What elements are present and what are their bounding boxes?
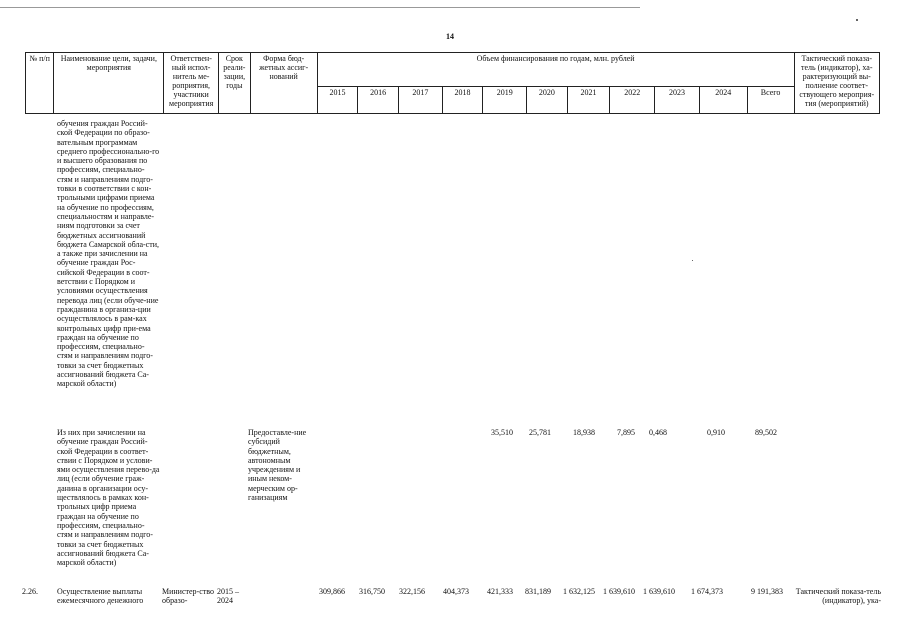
row-form: Предоставле-ние субсидий бюджетным, автономным учреждениям и иным неком-мерческим ор-ганизациям xyxy=(248,428,307,503)
header-name: Наименование цели, задачи, мероприятия xyxy=(54,53,164,114)
row-term: 2015 – 2024 xyxy=(217,587,239,606)
page-top-rule xyxy=(0,7,640,8)
value-2018: 404,373 xyxy=(443,587,469,596)
year-header: 2019 xyxy=(483,87,527,114)
header-term: Срок реали-зации, годы xyxy=(219,53,251,114)
row-name: обучения граждан Россий-ской Федерации по образо-вательным программам среднего профессионально-го и высшего образования по профессиям, специально-стям и направлениям подго-товки в соответствии с кон-трольными цифрами приема на обучение по профессиям, специальностям и направле-ниям подготовки за счет бюджетных ассигнований бюджета Самарской обла-сти, а также при зачислении на обучение граждан Рос-сийской Федерации в соот-ветствии с Порядком и условиями осуществления перевода лиц (если обуче-ние гражданина в организа-ции осуществлялось в рам-ках контрольных цифр при-ема граждан на обучение по профессиям, специально-стям и направлениям подго-товки за счет бюджетных ассигнований бюджета Са-марской области) xyxy=(57,119,160,389)
value-2019: 421,333 xyxy=(487,587,513,596)
finance-table-header xyxy=(25,52,880,114)
value-2021: 18,938 xyxy=(573,428,595,437)
value-2023: 0,468 xyxy=(649,428,667,437)
value-2016: 316,750 xyxy=(359,587,385,596)
row-name: Из них при зачислении на обучение граждан Россий-ской Федерации в соответ-ствии с Порядком и услови-ями осуществления перево-да лиц (если обучение граж-данина в организации осу-ществлялось в рамках кон-трольных цифр приема граждан на обучение по профессиям, специально-стям и направлениям подго-товки за счет бюджетных ассигнований бюджета Са-марской области) xyxy=(57,428,160,568)
year-header: 2018 xyxy=(442,87,483,114)
year-header: 2015 xyxy=(317,87,358,114)
row-number: 2.26. xyxy=(22,587,38,596)
year-header: 2023 xyxy=(655,87,700,114)
value-2017: 322,156 xyxy=(399,587,425,596)
value-2023: 1 639,610 xyxy=(643,587,675,596)
row-responsible: Министер-ство образо- xyxy=(162,587,214,606)
year-header: 2021 xyxy=(567,87,610,114)
header-form: Форма бюд-жетных ассиг-нований xyxy=(250,53,317,114)
header-finance: Объем финансирования по годам, млн. рублей xyxy=(317,53,794,87)
value-2021: 1 632,125 xyxy=(563,587,595,596)
value-2015: 309,866 xyxy=(319,587,345,596)
header-responsible: Ответствен-ный испол-нитель ме-роприятия, участники мероприятия xyxy=(164,53,219,114)
year-header: 2024 xyxy=(699,87,747,114)
row-indicator: Тактический показа-тель (индикатор), ука- xyxy=(795,587,881,606)
year-header: 2022 xyxy=(610,87,655,114)
value-2022: 7,895 xyxy=(617,428,635,437)
header-indicator: Тактический показа-тель (индикатор), ха-рактеризующий вы-полнение соответ-ствующего мероприя-тия (мероприятий) xyxy=(794,53,880,114)
value-2020: 25,781 xyxy=(529,428,551,437)
scan-speck xyxy=(856,19,858,21)
page-number: 14 xyxy=(446,32,454,41)
value-2022: 1 639,610 xyxy=(603,587,635,596)
year-header: 2017 xyxy=(398,87,442,114)
year-header: 2016 xyxy=(358,87,399,114)
value-2024: 1 674,373 xyxy=(691,587,723,596)
row-name: Осуществление выплаты ежемесячного денежного xyxy=(57,587,144,606)
value-2019: 35,510 xyxy=(491,428,513,437)
year-header-total: Всего xyxy=(747,87,794,114)
header-no: № п/п xyxy=(26,53,54,114)
value-total: 9 191,383 xyxy=(751,587,783,596)
finance-table-body xyxy=(22,115,881,639)
value-2024: 0,910 xyxy=(707,428,725,437)
value-2020: 831,189 xyxy=(525,587,551,596)
value-total: 89,502 xyxy=(755,428,777,437)
year-header: 2020 xyxy=(527,87,568,114)
